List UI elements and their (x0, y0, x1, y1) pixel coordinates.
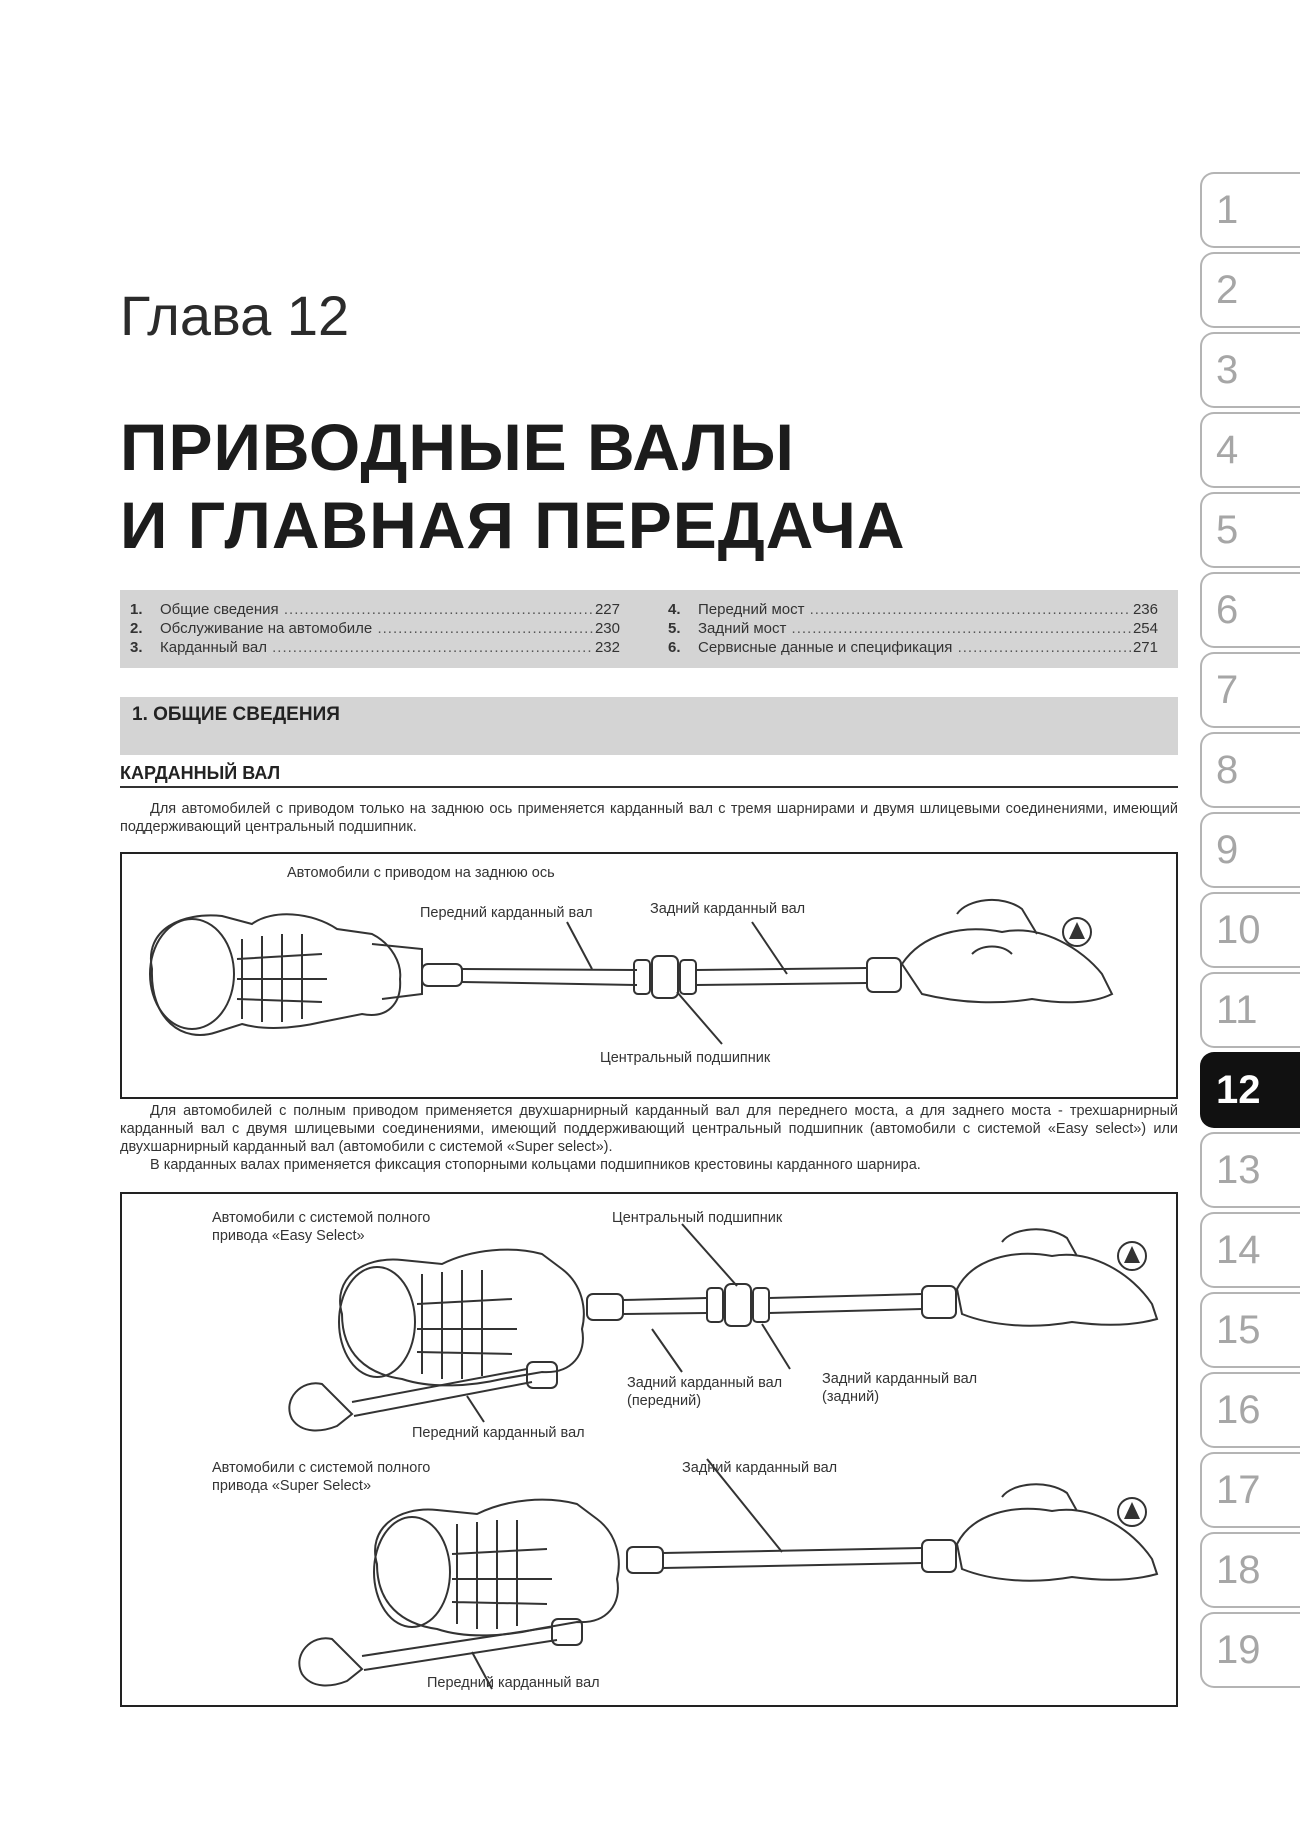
label-rear-rear-line-1: Задний карданный вал (822, 1371, 978, 1387)
toc-page: 254 (1132, 620, 1158, 637)
tab-label: 3 (1216, 348, 1239, 392)
tab-chapter-14[interactable] (1200, 1212, 1300, 1288)
toc-page: 271 (1132, 639, 1158, 656)
tab-label: 6 (1216, 588, 1239, 632)
subsection-heading: КАРДАННЫЙ ВАЛ (120, 763, 1178, 788)
toc-page: 230 (594, 620, 620, 637)
tab-chapter-8[interactable] (1200, 732, 1300, 808)
tab-chapter-13[interactable] (1200, 1132, 1300, 1208)
label-front-shaft: Передний карданный вал (420, 905, 593, 921)
toc-column-left (120, 600, 620, 657)
tab-label: 19 (1216, 1628, 1261, 1672)
toc-title: Общие сведения ..... (160, 600, 593, 619)
tab-label: 16 (1216, 1388, 1261, 1432)
toc-title: Обслуживание на автомобиле ..... (160, 619, 593, 638)
label-front-shaft-b: Передний карданный вал (427, 1675, 600, 1691)
tab-label: 13 (1216, 1148, 1261, 1192)
tab-label: 7 (1216, 668, 1239, 712)
figure-1-caption: Автомобили с приводом на заднюю ось (287, 865, 555, 881)
tab-label: 4 (1216, 428, 1239, 472)
tab-chapter-19[interactable] (1200, 1612, 1300, 1688)
toc-column-right (658, 600, 1158, 657)
tab-chapter-5[interactable] (1200, 492, 1300, 568)
tab-chapter-12-active[interactable] (1200, 1052, 1300, 1128)
tab-chapter-4[interactable] (1200, 412, 1300, 488)
tab-label: 14 (1216, 1228, 1261, 1272)
toc-row[interactable] (120, 638, 620, 657)
tab-chapter-15[interactable] (1200, 1292, 1300, 1368)
toc-num: 3. (130, 639, 143, 656)
paragraph-2a: Для автомобилей с полным приводом применяется двухшарнирный карданный вал для переднего моста, а для заднего моста - трехшарнирный карданный вал с двумя шлицевыми соединениями, имеющий поддерживающий центральный подшипник (автомобили с системой «Easy select») или двухшарнирный карданный вал (автомобили с системой «Super select»). (120, 1103, 1178, 1155)
toc-row[interactable] (658, 638, 1158, 657)
tab-chapter-6[interactable] (1200, 572, 1300, 648)
tab-label: 10 (1216, 908, 1261, 952)
tab-label: 2 (1216, 268, 1239, 312)
caption-super-line-2: привода «Super Select» (212, 1478, 372, 1494)
toc-row[interactable] (658, 600, 1158, 619)
tab-chapter-7[interactable] (1200, 652, 1300, 728)
chapter-title-line-1: ПРИВОДНЫЕ ВАЛЫ (120, 410, 795, 484)
tab-label: 11 (1216, 988, 1258, 1032)
tab-chapter-17[interactable] (1200, 1452, 1300, 1528)
label-front-shaft-a: Передний карданный вал (412, 1425, 585, 1441)
tab-label: 18 (1216, 1548, 1261, 1592)
toc-num: 5. (668, 620, 681, 637)
label-rear-front-line-1: Задний карданный вал (627, 1375, 783, 1391)
toc-num: 6. (668, 639, 681, 656)
label-rear-front-line-2: (передний) (627, 1393, 702, 1409)
tab-label: 15 (1216, 1308, 1261, 1352)
tab-label: 12 (1216, 1068, 1261, 1112)
paragraph-intro (120, 800, 1178, 836)
caption-easy-line-1: Автомобили с системой полного (212, 1210, 431, 1226)
figure-four-wheel-drive (120, 1192, 1178, 1707)
tab-chapter-1[interactable] (1200, 172, 1300, 248)
toc-num: 4. (668, 601, 681, 618)
toc-num: 2. (130, 620, 143, 637)
toc-page: 236 (1132, 601, 1158, 618)
table-of-contents (120, 590, 1178, 668)
toc-title: Карданный вал ..... (160, 638, 593, 657)
chapter-title (120, 408, 905, 564)
caption-easy-line-2: привода «Easy Select» (212, 1228, 365, 1244)
label-center-bearing-2: Центральный подшипник (612, 1210, 783, 1226)
tab-label: 1 (1216, 188, 1239, 232)
tab-chapter-9[interactable] (1200, 812, 1300, 888)
toc-page: 227 (594, 601, 620, 618)
figure-four-wheel-drive-drawing (122, 1194, 1176, 1705)
caption-super-line-1: Автомобили с системой полного (212, 1460, 431, 1476)
tab-chapter-16[interactable] (1200, 1372, 1300, 1448)
tab-label: 8 (1216, 748, 1239, 792)
tab-chapter-10[interactable] (1200, 892, 1300, 968)
paragraph-1: Для автомобилей с приводом только на заднюю ось применяется карданный вал с тремя шарнирами и двумя шлицевыми соединениями, имеющий поддерживающий центральный подшипник. (120, 801, 1178, 835)
label-center-bearing: Центральный подшипник (600, 1050, 771, 1066)
tab-label: 5 (1216, 508, 1239, 552)
tab-chapter-3[interactable] (1200, 332, 1300, 408)
toc-num: 1. (130, 601, 143, 618)
chapter-label: Глава 12 (120, 284, 350, 347)
label-rear-shaft-2: Задний карданный вал (682, 1460, 838, 1476)
figure-rear-drive (120, 852, 1178, 1099)
section-heading-band (120, 697, 1178, 755)
chapter-title-line-2: И ГЛАВНАЯ ПЕРЕДАЧА (120, 488, 906, 562)
toc-row[interactable] (120, 600, 620, 619)
tab-chapter-2[interactable] (1200, 252, 1300, 328)
paragraph-awd (120, 1102, 1178, 1174)
label-rear-rear-line-2: (задний) (822, 1389, 880, 1405)
tab-chapter-18[interactable] (1200, 1532, 1300, 1608)
tab-label: 17 (1216, 1468, 1261, 1512)
section-heading: 1. ОБЩИЕ СВЕДЕНИЯ (132, 704, 340, 725)
toc-page: 232 (594, 639, 620, 656)
toc-title: Задний мост ..... (698, 619, 1131, 638)
paragraph-2b: В карданных валах применяется фиксация стопорными кольцами подшипников крестовины карданного шарнира. (150, 1157, 921, 1173)
tab-chapter-11[interactable] (1200, 972, 1300, 1048)
toc-title: Передний мост ..... (698, 600, 1131, 619)
toc-row[interactable] (120, 619, 620, 638)
label-rear-shaft: Задний карданный вал (650, 901, 806, 917)
tab-label: 9 (1216, 828, 1239, 872)
toc-row[interactable] (658, 619, 1158, 638)
toc-title: Сервисные данные и спецификация ..... (698, 638, 1131, 657)
